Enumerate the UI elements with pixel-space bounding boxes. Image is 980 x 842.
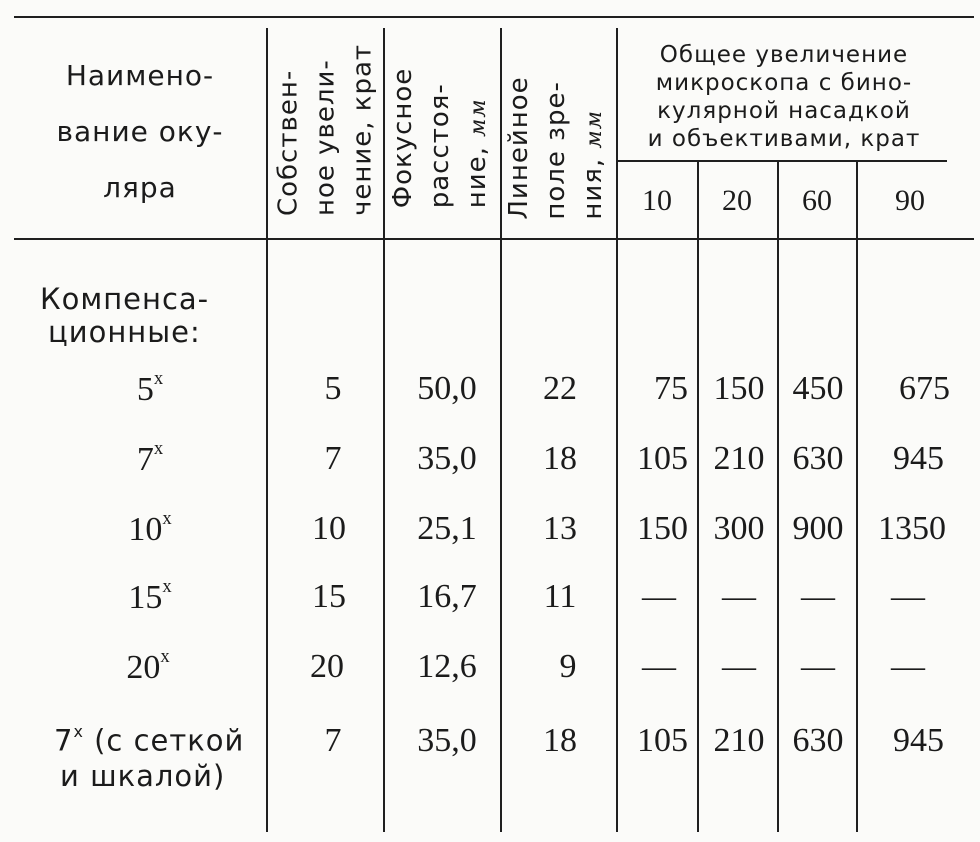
row-total-10: — bbox=[642, 648, 676, 685]
header-bottom-rule bbox=[14, 238, 974, 240]
header-total-line-2: микроскопа с бино- bbox=[655, 70, 913, 96]
row-own: 10 bbox=[312, 510, 346, 547]
header-own-magnification: Собствен- ное увели- чение, крат bbox=[273, 43, 378, 217]
row-total-60: 450 bbox=[792, 370, 844, 407]
row-total-60: — bbox=[801, 578, 835, 615]
row-total-10: 105 bbox=[637, 440, 688, 477]
row-name: $15^х$ bbox=[128, 576, 172, 616]
group-label-line-2: ционные: bbox=[48, 315, 201, 349]
row-name: $7^х$ bbox=[136, 438, 164, 478]
objective-20: 20 bbox=[722, 184, 752, 217]
column-rule-7 bbox=[856, 162, 858, 832]
row-total-90: 945 bbox=[893, 440, 944, 477]
header-name-line-3: ляра bbox=[103, 171, 177, 204]
row-own: 7 bbox=[324, 722, 342, 759]
objective-subheader-rule bbox=[617, 160, 947, 162]
row-total-90: — bbox=[891, 578, 925, 615]
row-field: 18 bbox=[543, 722, 577, 759]
row-total-90: 675 bbox=[899, 370, 950, 407]
header-focal-distance: Фокусное расстоя- ние, мм bbox=[388, 67, 492, 209]
row-name: $7^х$ (с сеткой bbox=[54, 722, 245, 758]
column-rule-1 bbox=[266, 28, 268, 832]
row-own: 7 bbox=[324, 440, 342, 477]
objective-10: 10 bbox=[642, 184, 672, 217]
row-total-20: 150 bbox=[713, 370, 765, 407]
row-name: $20^х$ bbox=[126, 646, 170, 686]
objective-90: 90 bbox=[895, 184, 925, 217]
row-field: 22 bbox=[543, 370, 577, 407]
row-total-20: — bbox=[722, 578, 756, 615]
column-rule-6 bbox=[777, 162, 779, 832]
column-rule-5 bbox=[697, 162, 699, 832]
row-total-90: — bbox=[891, 648, 925, 685]
row-focal: 35,0 bbox=[417, 440, 477, 477]
row-focal: 12,6 bbox=[417, 648, 477, 685]
row-own: 15 bbox=[312, 578, 346, 615]
row-total-10: 105 bbox=[637, 722, 688, 759]
header-total-line-3: кулярной насадкой bbox=[657, 98, 911, 124]
row-field: 11 bbox=[543, 578, 577, 615]
top-rule bbox=[14, 16, 974, 18]
group-label-line-1: Компенса- bbox=[40, 282, 210, 316]
row-focal: 50,0 bbox=[417, 370, 477, 407]
header-name-line-2: вание оку- bbox=[56, 115, 224, 148]
header-name-line-1: Наимено- bbox=[65, 59, 215, 92]
header-linear-field: Линейное поле зре- ния, мм bbox=[504, 76, 608, 220]
row-field: 13 bbox=[543, 510, 577, 547]
row-own: 20 bbox=[310, 648, 344, 685]
column-rule-4 bbox=[616, 28, 618, 832]
row-total-60: 630 bbox=[792, 440, 844, 477]
row-total-10: 150 bbox=[637, 510, 688, 547]
row-focal: 25,1 bbox=[417, 510, 477, 547]
row-own: 5 bbox=[324, 370, 342, 407]
row-total-90: 1350 bbox=[878, 510, 946, 547]
header-total-line-4: и объективами, крат bbox=[647, 126, 921, 152]
row-field: 18 bbox=[543, 440, 577, 477]
row-total-20: 210 bbox=[713, 440, 765, 477]
row-name: $5^х$ bbox=[136, 368, 164, 408]
row-total-60: 900 bbox=[792, 510, 844, 547]
row-total-60: — bbox=[801, 648, 835, 685]
row-focal: 16,7 bbox=[417, 578, 477, 615]
row-total-10: — bbox=[642, 578, 676, 615]
row-total-90: 945 bbox=[893, 722, 944, 759]
row-total-20: 300 bbox=[713, 510, 765, 547]
row-total-60: 630 bbox=[792, 722, 844, 759]
objective-60: 60 bbox=[802, 184, 832, 217]
row-total-10: 75 bbox=[654, 370, 688, 407]
header-total-line-1: Общее увеличение bbox=[659, 42, 909, 68]
row-total-20: 210 bbox=[713, 722, 765, 759]
row-field: 9 bbox=[559, 648, 577, 685]
row-focal: 35,0 bbox=[417, 722, 477, 759]
row-name-continuation: и шкалой) bbox=[60, 759, 226, 793]
row-total-20: — bbox=[722, 648, 756, 685]
row-name: $10^х$ bbox=[128, 508, 172, 548]
